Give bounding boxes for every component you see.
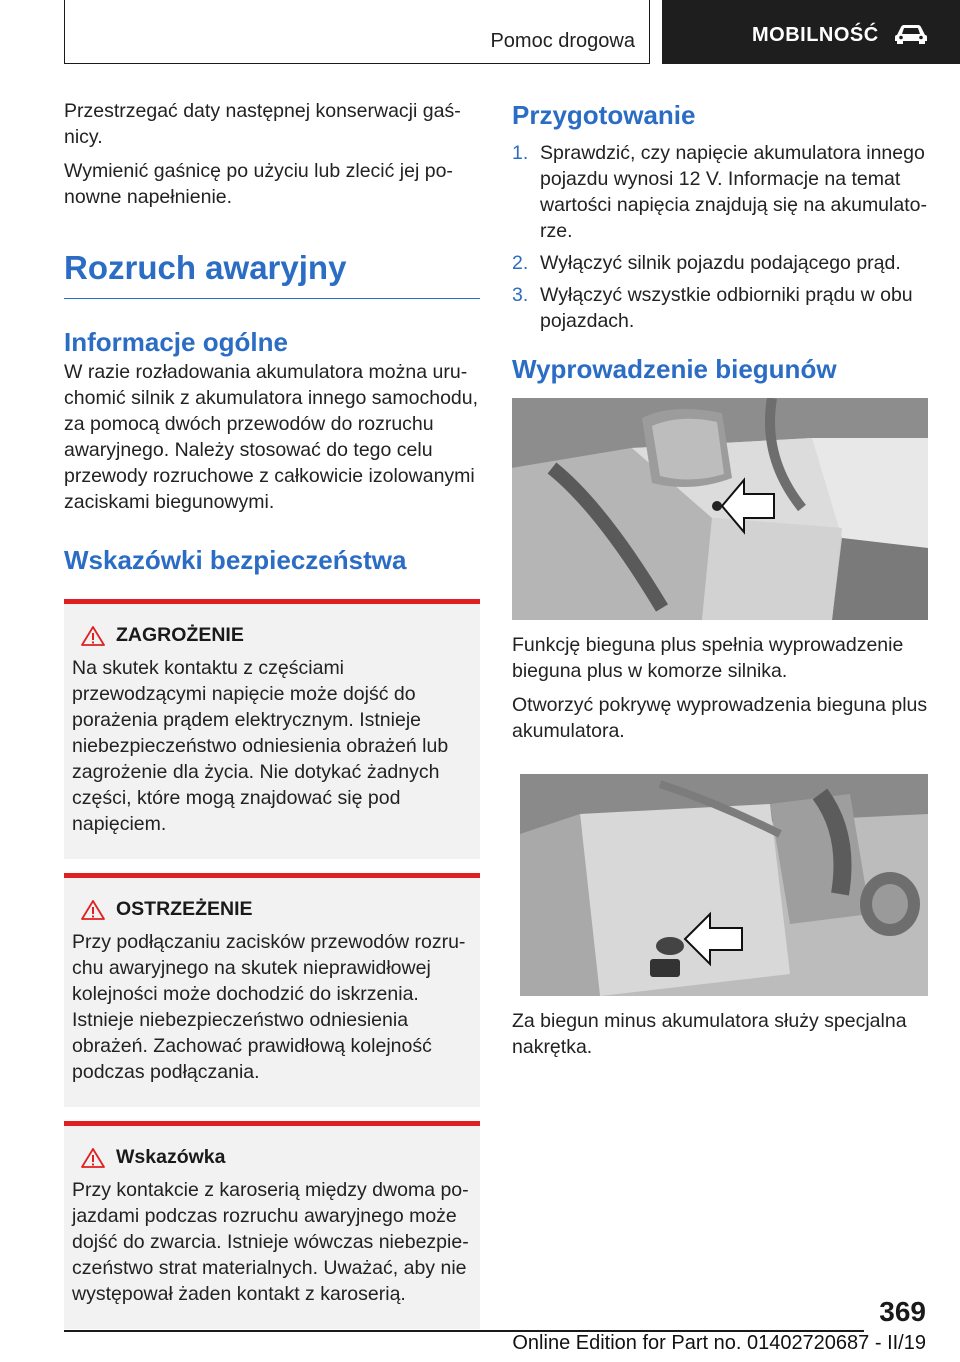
safety-heading: Wskazówki bezpieczeństwa [64, 545, 407, 575]
engine-bay-photo-cover [520, 774, 928, 996]
intro-paragraph: Wymienić gaśnicę po użyciu lub zlecić jej ponowne napełnienie. [64, 160, 453, 208]
step-text: Wyłączyć silnik pojazdu podającego prąd. [540, 252, 901, 274]
warning-text: Na skutek kontaktu z częściami przewodzącymi napięcie może dojść do porażenia prądem elektrycznym. Istnieje niebezpieczeństwo odniesienia obrażeń lub zagrożenie dla życia. Nie dotykać żadnych części, które mogą znajdować się pod napięciem. [72, 657, 449, 835]
intro-paragraph: Przestrzegać daty następnej konserwacji gaśnicy. [64, 100, 461, 148]
header-section-tab [64, 0, 650, 64]
warning-box [64, 873, 480, 1107]
left-column [64, 98, 480, 1329]
warning-text: Przy kontakcie z karoserią między dwoma pojazdami podczas rozruchu awaryjnego może dojść do zwarcia. Istnieje wówczas niebezpieczeństwo strat materialnych. Uważać, aby nie występował żaden kontakt z karoserią. [72, 1179, 469, 1305]
page-number: 369 [879, 1296, 926, 1327]
general-paragraph: W razie rozładowania akumulatora można uruchomić silnik z akumulatora innego samochodu, za pomocą dwóch przewodów do rozruchu awaryjnego. Należy stosować do tego celu przewody rozruchowe z całkowicie izolowanymi zaciskami biegunowymi. [64, 361, 479, 513]
notice-box [64, 1121, 480, 1329]
preparation-heading: Przygotowanie [512, 100, 696, 130]
header-section-label: Pomoc drogowa [490, 30, 635, 52]
step-number: 1. [512, 142, 529, 164]
step-number: 3. [512, 284, 529, 306]
right-column [512, 98, 928, 1060]
car-icon [893, 23, 929, 45]
warning-title: OSTRZEŻENIE [116, 898, 253, 920]
warning-text: Przy podłączaniu zacisków przewodów rozruchu awaryjnego na skutek nieprawidłowej kolejności może dochodzić do iskrzenia. Istnieje niebezpieczeństwo odniesienia obrażeń. Zachować prawidłową kolejność podczas podłączania. [72, 931, 466, 1083]
warning-triangle-icon [80, 1147, 106, 1169]
step-number: 2. [512, 252, 529, 274]
plus-paragraph: Funkcję bieguna plus spełnia wyprowadzenie bieguna plus w komorze silnika. [512, 634, 904, 682]
terminals-heading: Wyprowadzenie biegunów [512, 354, 837, 384]
section-title: Rozruch awaryjny [64, 248, 480, 299]
general-heading: Informacje ogólne [64, 327, 288, 357]
footer-edition: Online Edition for Part no. 01402720687 - II/19 [512, 1332, 926, 1354]
warning-title: Wskazówka [116, 1146, 226, 1168]
header-chapter-tab [662, 0, 960, 64]
preparation-steps [512, 140, 928, 334]
warning-title: ZAGROŻENIE [116, 624, 244, 646]
danger-box [64, 599, 480, 859]
list-item [512, 140, 928, 244]
engine-bay-photo-positive [512, 398, 928, 620]
minus-paragraph: Za biegun minus akumulatora służy specjalna nakrętka. [512, 1010, 907, 1058]
warning-triangle-icon [80, 899, 106, 921]
list-item [512, 250, 928, 276]
plus-paragraph: Otworzyć pokrywę wyprowadzenia bieguna plus akumulatora. [512, 694, 928, 742]
step-text: Wyłączyć wszystkie odbiorniki prądu w obu pojazdach. [540, 284, 913, 332]
warning-triangle-icon [80, 625, 106, 647]
header-chapter-label: MOBILNOŚĆ [752, 23, 879, 46]
step-text: Sprawdzić, czy napięcie akumulatora innego pojazdu wynosi 12 V. Informacje na temat wartości napięcia znajdują się na akumulatorze. [540, 142, 927, 242]
list-item [512, 282, 928, 334]
